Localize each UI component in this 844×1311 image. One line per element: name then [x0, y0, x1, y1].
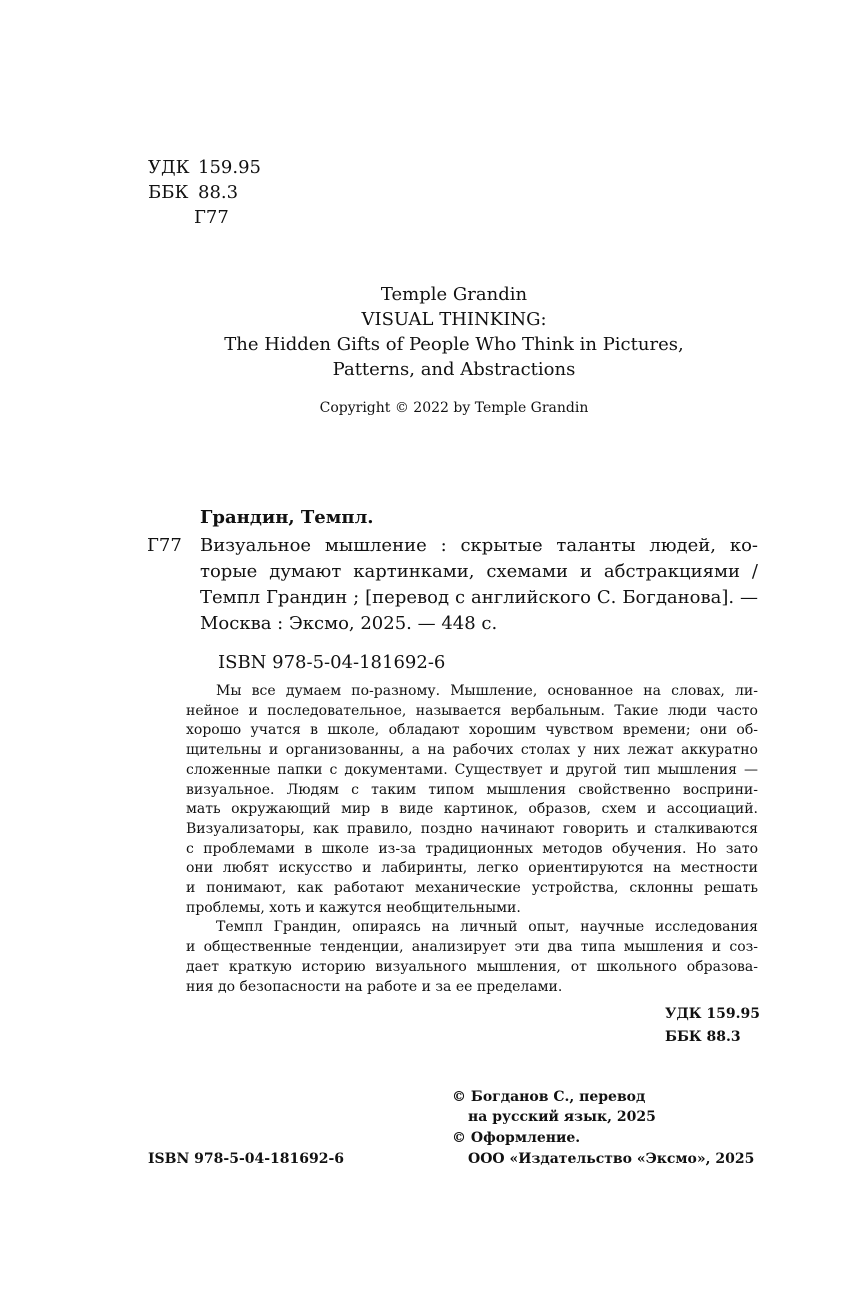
abstract-line: щительны и организованны, а на рабочих столах у них лежат аккуратно [186, 742, 758, 759]
abstract-line: и понимают, как работают механические устройства, склонны решать [186, 880, 758, 896]
abstract-line: проблемы, хоть и кажутся необщительными. [186, 899, 521, 916]
abstract-line: дает краткую историю визуального мышления, от школьного образова- [186, 958, 758, 975]
bib-author-mark: Г77 [147, 535, 182, 556]
abstract-line: мать окружающий мир в виде картинок, образов, схем и ассоциаций. [186, 801, 758, 818]
abstract-line: ния до безопасности на работе и за ее пределами. [186, 978, 563, 995]
bib-line: Визуальное мышление : скрытые таланты людей, ко- [200, 535, 758, 556]
abstract-line: Темпл Грандин, опираясь на личный опыт, научные исследования [216, 919, 758, 936]
copyright-design: © Оформление. [452, 1130, 581, 1146]
isbn-bottom: ISBN 978-5-04-181692-6 [148, 1151, 345, 1167]
bib-isbn: ISBN 978-5-04-181692-6 [218, 652, 446, 673]
abstract-line: и общественные тенденции, анализирует эти два типа мышления и соз- [186, 939, 758, 956]
udk-bottom: УДК 159.95 [665, 1006, 760, 1022]
original-subtitle-2: Patterns, and Abstractions [332, 359, 576, 380]
author-mark: Г77 [194, 207, 229, 228]
copyright-translation: © Богданов С., перевод [452, 1089, 646, 1105]
abstract-line: нейное и последовательное, называется вербальным. Такие люди часто [186, 702, 758, 719]
abstract-line: Мы все думаем по-разному. Мышление, основанное на словах, ли- [216, 683, 758, 699]
original-subtitle-1: The Hidden Gifts of People Who Think in Pictures, [224, 334, 684, 355]
bib-line: Темпл Грандин ; [перевод с английского С. Богданова]. — [200, 587, 758, 608]
abstract-line: сложенные папки с документами. Существует и другой тип мышления — [186, 761, 758, 778]
abstract-line: хорошо учатся в школе, обладают хорошим чувством времени; они об- [186, 722, 758, 739]
copyright-translation-2: на русский язык, 2025 [468, 1109, 656, 1125]
author-heading: Грандин, Темпл. [200, 507, 374, 528]
bbk-bottom: ББК 88.3 [665, 1029, 741, 1045]
bbk-value: 88.3 [198, 182, 239, 203]
abstract-line: они любят искусство и лабиринты, легко ориентируются на местности [186, 860, 758, 877]
copyright-publisher: ООО «Издательство «Эксмо», 2025 [468, 1151, 755, 1167]
abstract-line: Визуализаторы, как правило, поздно начинают говорить и сталкиваются [186, 820, 758, 837]
abstract-line: с проблемами в школе из-за традиционных методов обучения. Но зато [186, 840, 758, 857]
bib-line: торые думают картинками, схемами и абстракциями / [200, 561, 758, 582]
original-title: VISUAL THINKING: [361, 309, 547, 330]
original-author: Temple Grandin [380, 284, 528, 305]
original-copyright: Copyright © 2022 by Temple Grandin [319, 400, 589, 416]
udk-value: 159.95 [198, 157, 261, 178]
bbk-label: ББК [148, 182, 189, 203]
bib-line: Москва : Эксмо, 2025. — 448 с. [200, 613, 498, 634]
udk-label: УДК [148, 157, 190, 178]
abstract-line: визуальное. Людям с таким типом мышления свойственно восприни- [186, 781, 758, 798]
